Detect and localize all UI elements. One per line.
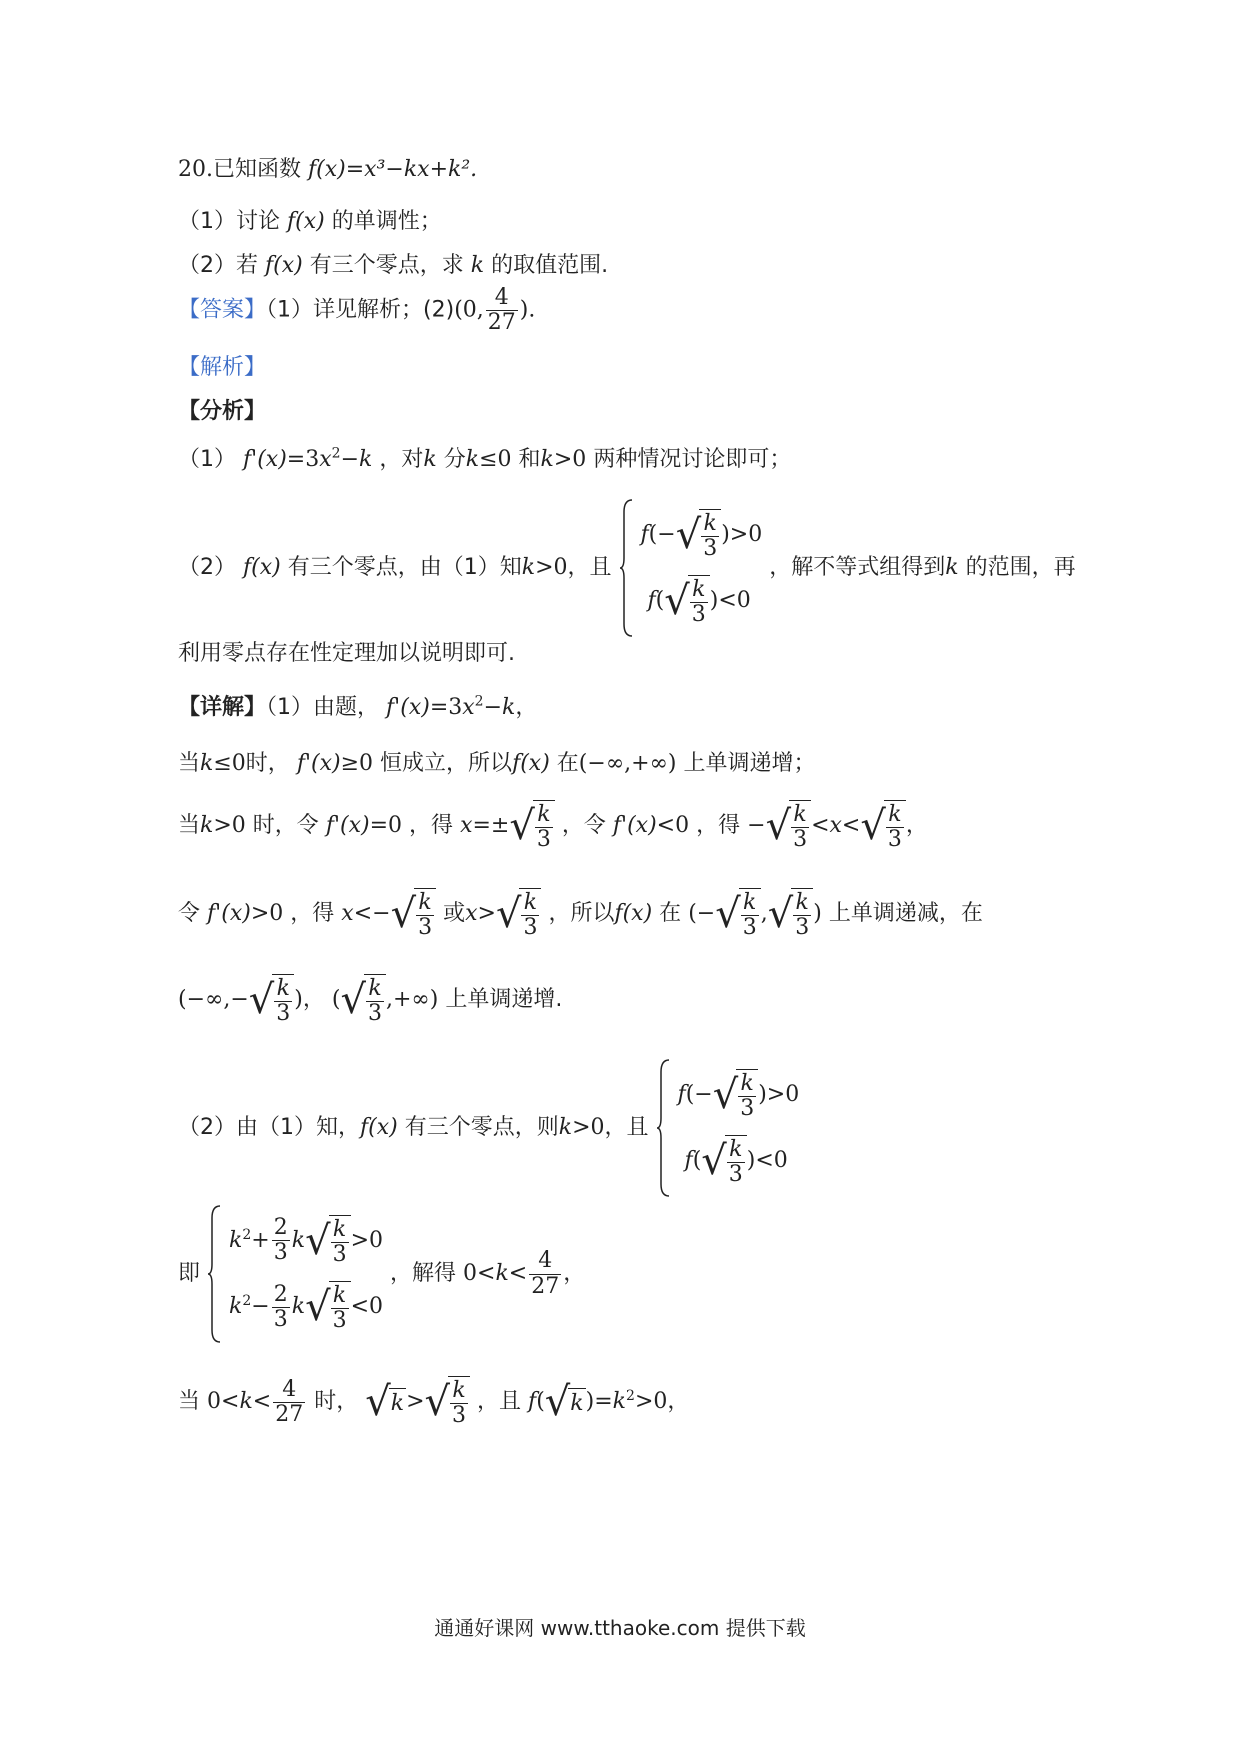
xiangjie-line-3: 当k>0 时，令 f'(x)=0 ，得 x=± √ $\frac{k}{3}$ ，令 f'(x)<0 ，得 − √ $\frac{k}{3}$ <x< √ $\frac{k}{3}$ ， [178, 802, 928, 853]
question-function: f(x)=x³−kx+k². [308, 157, 478, 182]
question-number: 20. [178, 157, 213, 182]
inequality-system-2: f(− √ $\frac{k}{3}$ )>0 f( √ $\frac{k}{3}$ )<0 [656, 1058, 800, 1198]
footer: 通通好课网 www.tthaoke.com 提供下载 [434, 1616, 806, 1640]
fenxi-tag-line [178, 394, 266, 425]
part1-line: （1）讨论 f(x) 的单调性； [178, 209, 442, 234]
analysis-tag-line [178, 350, 266, 381]
question-stem: 已知函数 [213, 157, 302, 182]
fenxi-line-1: （1） $f'(x)=3x^2-k$ ，对k 分k≤0 和k>0 两种情况讨论即可； [178, 445, 792, 472]
fenxi-line-2: （2） f(x) 有三个零点，由（1）知k>0，且 f(− √ $\frac{k}{3}$ )>0 f( √ $\frac{k}{3}$ )<0 ，解不等式组得到k 的范围，再 [178, 498, 1076, 638]
xiangjie-line-8: 当 0<k< $\frac{4}{27}$ 时， √ k > √ $\frac{k}{3}$ ，且 f( √ k )$=k^2>0$， [178, 1376, 690, 1429]
part2-line: （2）若 f(x) 有三个零点，求 k 的取值范围. [178, 253, 609, 278]
xiangjie-line-1: 【详解】（1）由题， $f'(x)=3x^2-k$， [178, 693, 538, 720]
xiangjie-line-6: （2）由（1）知，f(x) 有三个零点，则k>0，且 f(− √ $\frac{k}{3}$ )>0 f( √ $\frac{k}{3}$ )<0 [178, 1058, 799, 1198]
analysis-tag: 【解析】 [178, 355, 267, 380]
answer-tag: 【答案】 [178, 297, 267, 323]
xiangjie-line-5: (−∞,− √ $\frac{k}{3}$ )， ( √ $\frac{k}{3}$ ,+∞) 上单调递增. [178, 976, 563, 1027]
xiangjie-line-4: 令 f'(x)>0 ，得 x<− √ $\frac{k}{3}$ 或x> √ $\frac{k}{3}$ ，所以f(x) 在 (− √ $\frac{k}{3}$ , √ $\frac{k}{3}$ ) 上单调递减，在 [178, 890, 983, 941]
inequality-system: f(− √ $\frac{k}{3}$ )>0 f( √ $\frac{k}{3}$ )<0 [619, 498, 763, 638]
question-line [178, 152, 477, 183]
fenxi-tag: 【分析】 [178, 399, 267, 424]
xiangjie-tag: 【详解】 [178, 695, 267, 720]
xiangjie-line-2: 当k≤0时， f'(x)≥0 恒成立，所以f(x) 在(−∞,+∞) 上单调递增； [178, 751, 816, 776]
xiangjie-line-7: 即 $k^2+$ $\frac{2}{3}$ k √ $\frac{k}{3}$ >0 $k^2-$ $\frac{2}{3}$ k √ $\frac{k}{3}$ <0 ，解得 0<k< $\frac{4}{27}$ ， [178, 1204, 585, 1344]
inequality-system-3: $k^2+$ $\frac{2}{3}$ k √ $\frac{k}{3}$ >0 $k^2-$ $\frac{2}{3}$ k √ $\frac{k}{3}$ <0 [207, 1204, 383, 1344]
answer-line: 【答案】（1）详见解析；(2)(0, $\frac{4}{27}$ ). [178, 285, 536, 336]
fenxi-line-3: 利用零点存在性定理加以说明即可. [178, 641, 515, 666]
